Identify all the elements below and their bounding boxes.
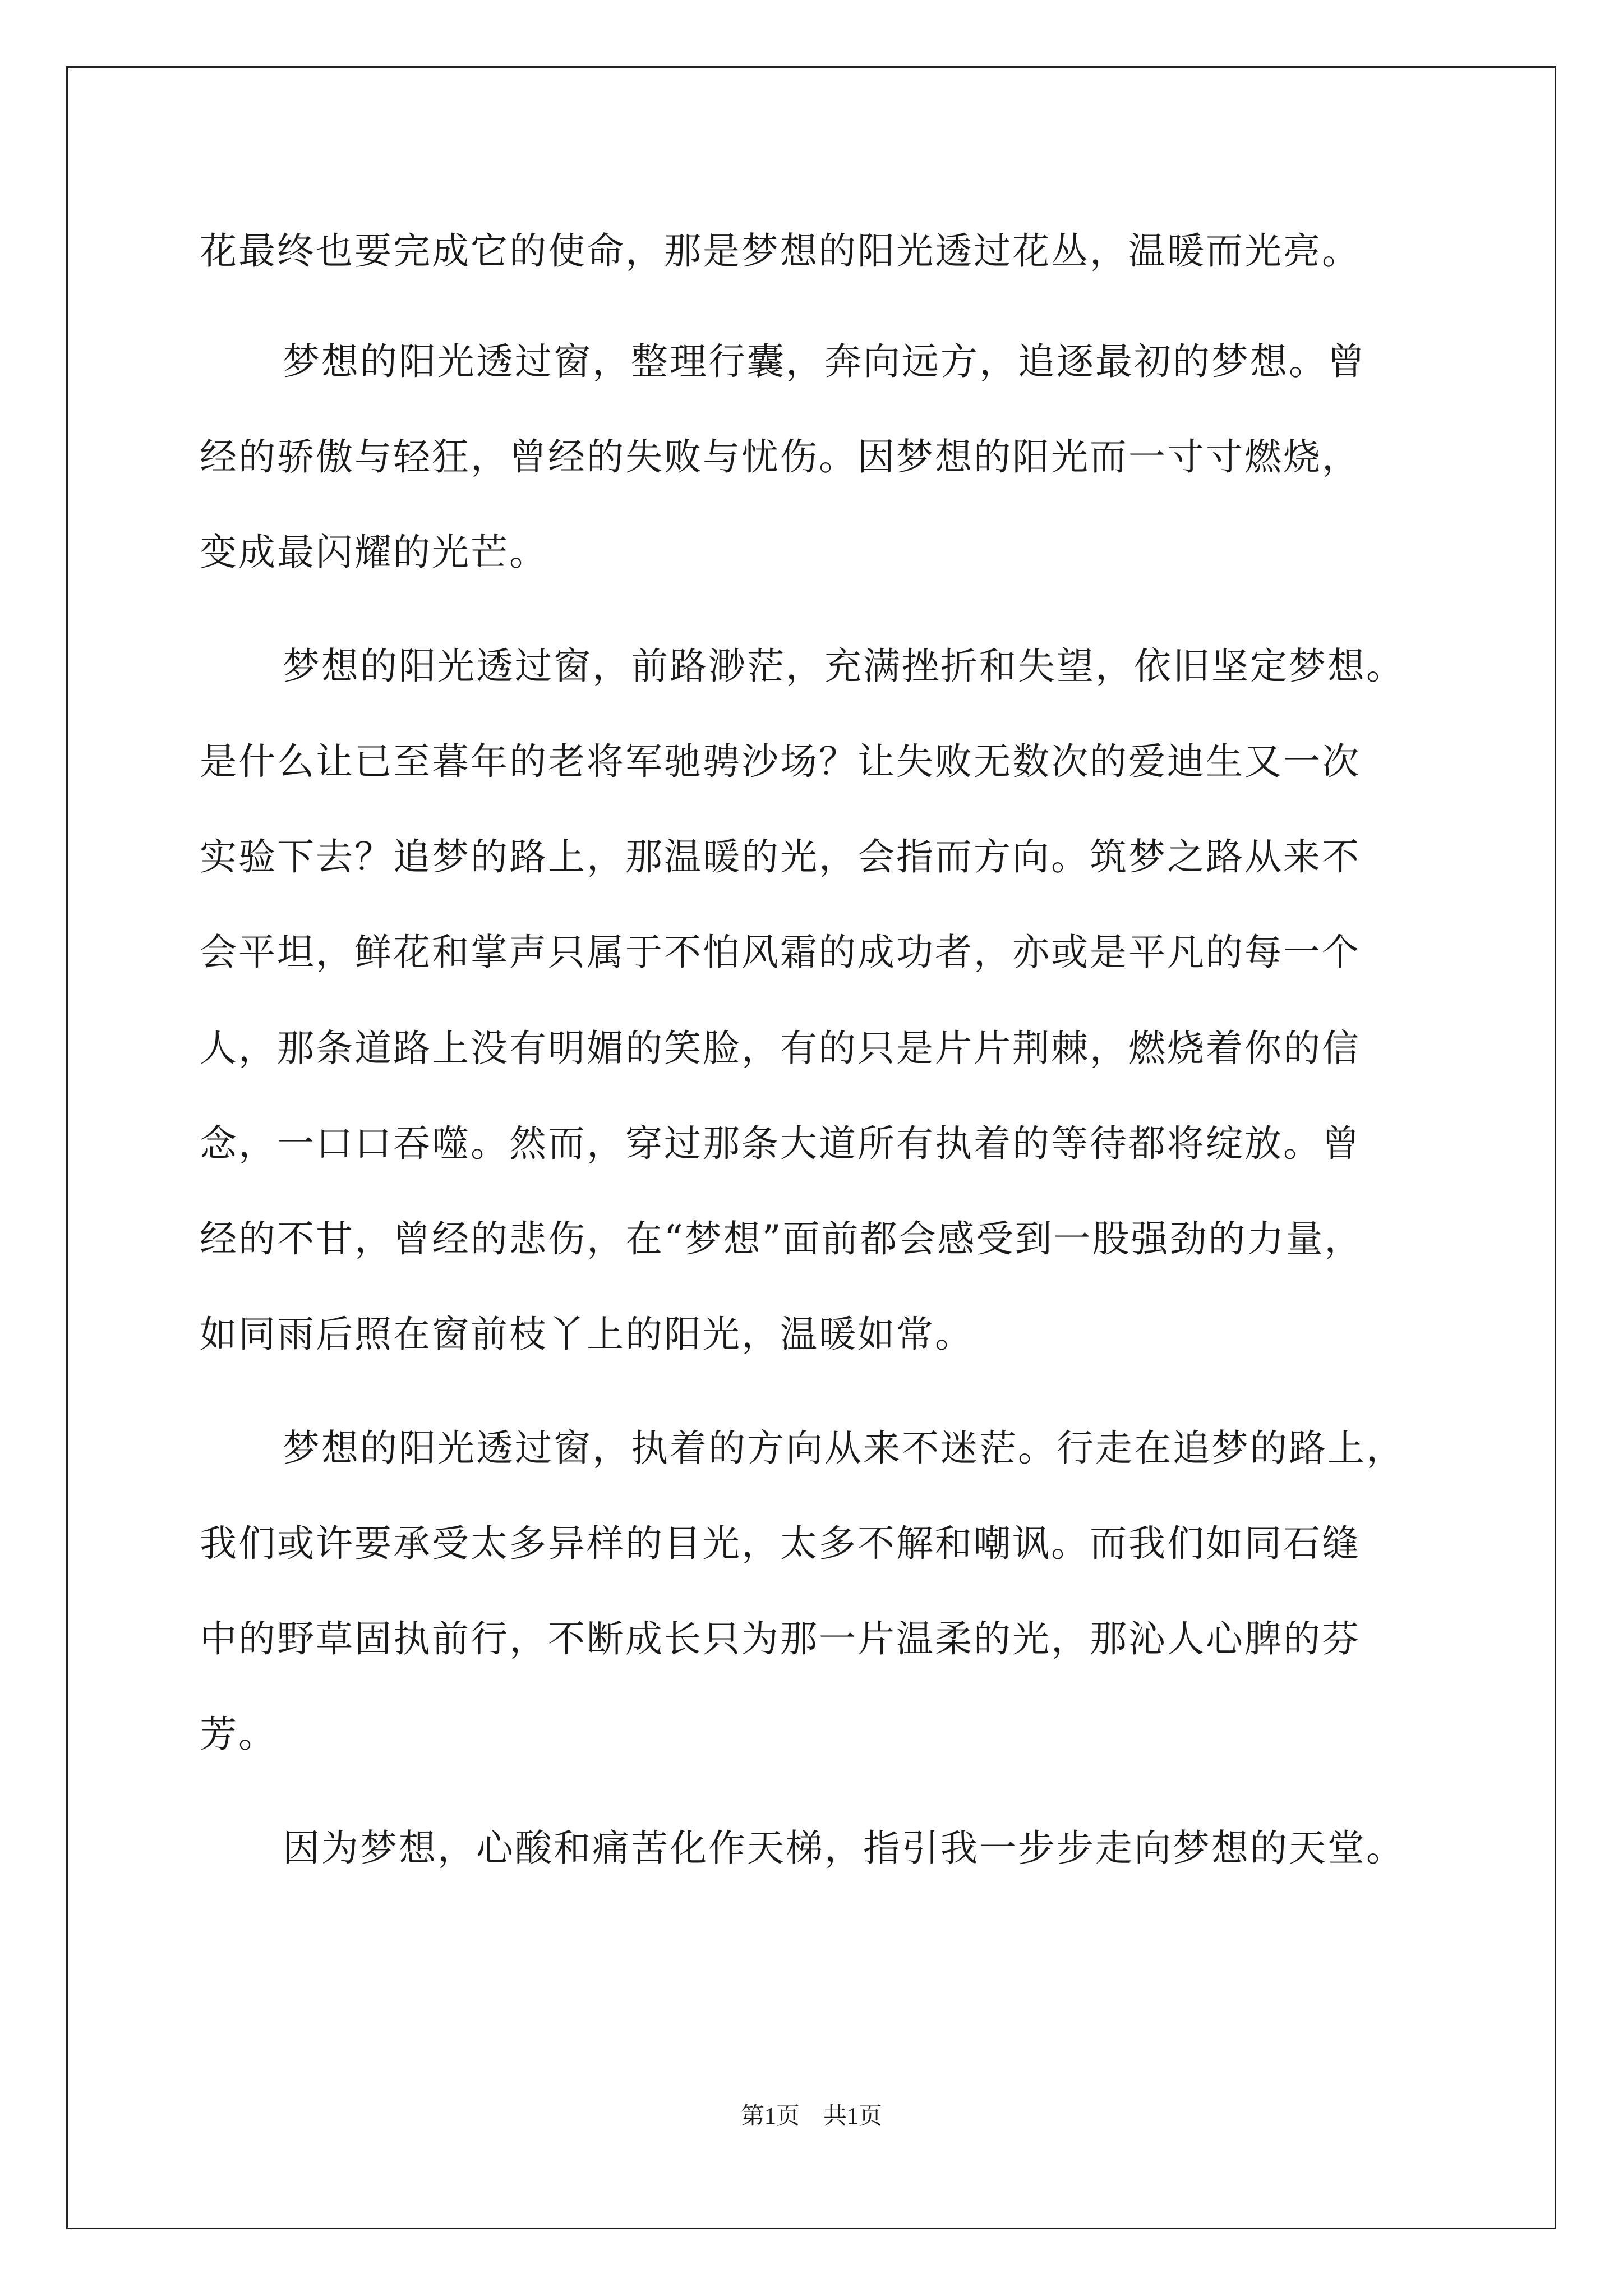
page-number: 第1页 共1页: [740, 2104, 882, 2129]
text-line: 经的不甘，曾经的悲伤，在“梦想”面前都会感受到一股强劲的力量，: [200, 1217, 1363, 1260]
text-line: 念，一口口吞噬。然而，穿过那条大道所有执着的等待都将绽放。曾: [200, 1122, 1361, 1165]
paragraph-first-line: 梦想的阳光透过窗，执着的方向从来不迷茫。行走在追梦的路上，: [283, 1427, 1405, 1470]
text-line: 中的野草固执前行，不断成长只为那一片温柔的光，那沁人心脾的芬: [200, 1617, 1361, 1660]
text-line: 如同雨后照在窗前枝丫上的阳光，温暖如常。: [200, 1313, 974, 1356]
text-line: 花最终也要完成它的使命，那是梦想的阳光透过花丛，温暖而光亮。: [200, 229, 1361, 273]
text-line: 会平坦，鲜花和掌声只属于不怕风霜的成功者，亦或是平凡的每一个: [200, 931, 1361, 974]
paragraph-first-line: 因为梦想，心酸和痛苦化作天梯，指引我一步步走向梦想的天堂。: [283, 1826, 1405, 1870]
text-line: 人，那条道路上没有明媚的笑脸，有的只是片片荆棘，燃烧着你的信: [200, 1027, 1361, 1070]
paragraph-first-line: 梦想的阳光透过窗，整理行囊，奔向远方，追逐最初的梦想。曾: [283, 340, 1366, 383]
text-line: 经的骄傲与轻狂，曾经的失败与忧伤。因梦想的阳光而一寸寸燃烧，: [200, 435, 1361, 478]
text-line: 实验下去？追梦的路上，那温暖的光，会指而方向。筑梦之路从来不: [200, 835, 1361, 878]
text-line: 我们或许要承受太多异样的目光，太多不解和嘲讽。而我们如同石缝: [200, 1522, 1361, 1565]
text-line: 芳。: [200, 1713, 277, 1756]
text-line: 是什么让已至暮年的老将军驰骋沙场？让失败无数次的爱迪生又一次: [200, 740, 1361, 783]
paragraph-first-line: 梦想的阳光透过窗，前路渺茫，充满挫折和失望，依旧坚定梦想。: [283, 645, 1405, 688]
text-line: 变成最闪耀的光芒。: [200, 531, 548, 574]
